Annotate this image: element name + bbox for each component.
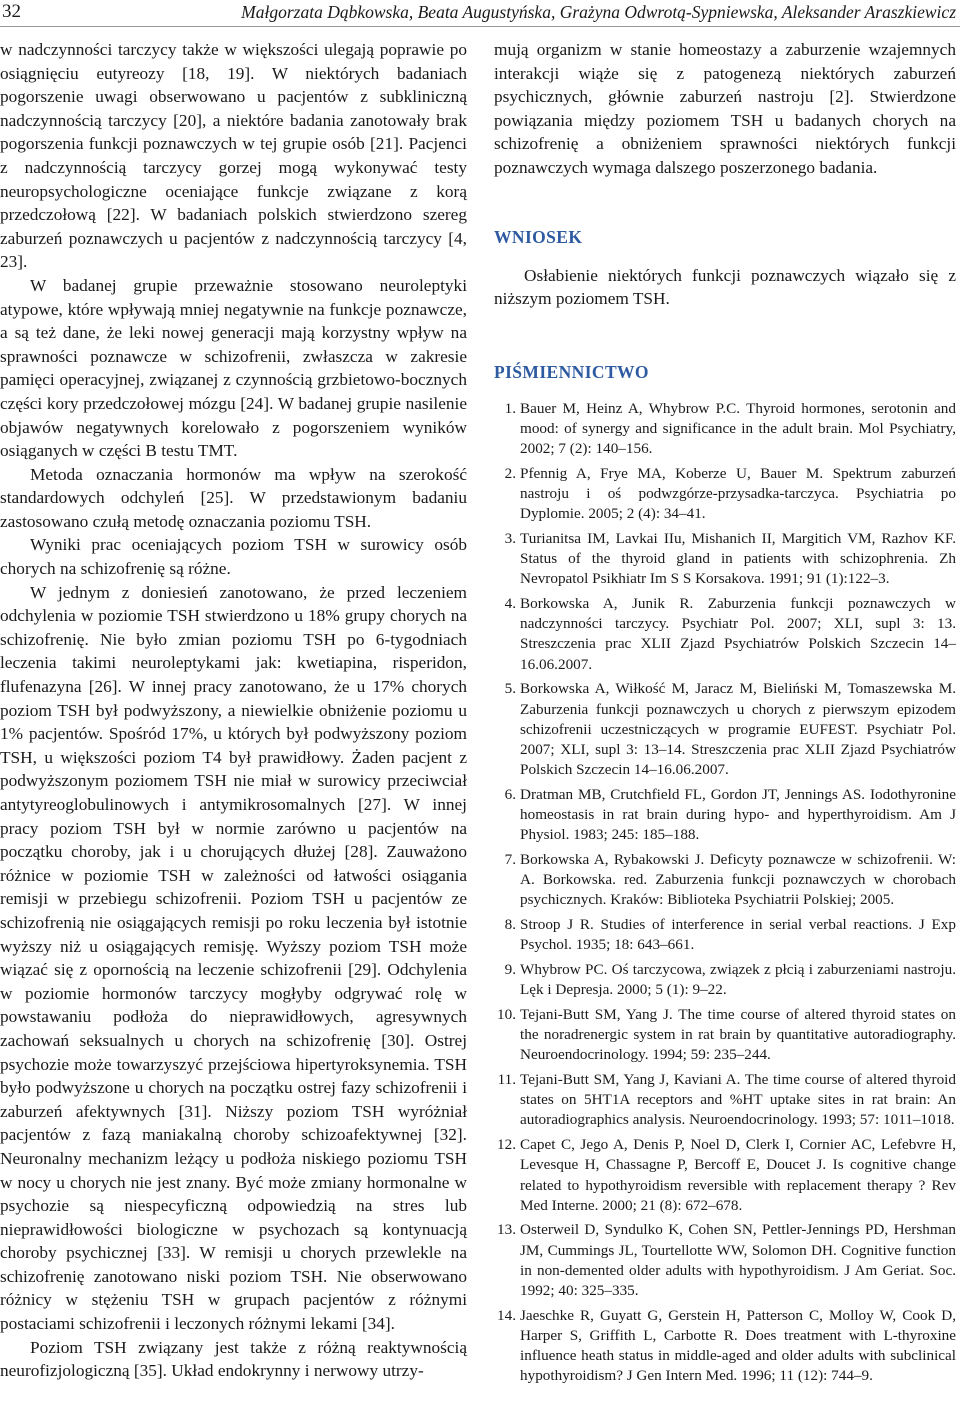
running-head-authors: Małgorzata Dąbkowska, Beata Augustyńska, Grażyna Odwrotą-Sypniewska, Aleksander Araszkiewicz (241, 2, 956, 22)
body-paragraph: Wyniki prac oceniających poziom TSH w surowicy osób chorych na schizofrenię są różne. (0, 535, 467, 579)
reference-item: 13. Osterweil D, Syndulko K, Cohen SN, Pettler-Jennings PD, Hershman JM, Cummings JL, Tourtellotte WW, Solomon DH. Cognitive function in non-demented older adults with hypothyroidism. J Am Geriat. Soc. 1992; 40: 325–335. (497, 1221, 956, 1300)
reference-item: 8. Stroop J R. Studies of interference in serial verbal reactions. J Exp Psychol. 1935; 18: 643–661. (504, 916, 956, 954)
reference-item: 11. Tejani-Butt SM, Yang J, Kaviani A. The time course of altered thyroid states on 5HT1A receptors and %HT uptake sites in rat brain: An autoradiographics analysis. Neuroendocrinology. 1993; 57: 1011–1018. (497, 1071, 956, 1129)
body-paragraph: Poziom TSH związany jest także z różną reaktywnością neurofizjologiczną [35]. Układ endokrynny i nerwowy utrzy- (0, 1337, 467, 1381)
conclusion-heading: WNIOSEK (494, 226, 583, 247)
conclusion-text: Osłabienie niektórych funkcji poznawczych wiązało się z niższym poziomem TSH. (494, 265, 956, 309)
page-number: 32 (2, 1, 21, 22)
body-paragraph: W jednym z doniesień zanotowano, że przed leczeniem odchylenia w poziomie TSH stwierdzono u 18% grupy chorych na schizofrenię. Nie było zmian poziomu TSH po 6-tygodniach leczenia takimi neuroleptykami jak: kwetiapina, risperidon, flufenazyna [26]. W innej pracy zanotowano, że u 17% chorych poziom TSH był podwyższony, a niewielkie obniżenie poziomu u 1% pacjentów. Spośród 17%, u których był podwyższony poziom TSH, u większości poziom T4 był prawidłowy. Żaden pacjent z podwyższonym poziomem TSH nie miał w surowicy przeciwciał antytyreoglobulinowych i antymikrosomalnych [27]. W innej pracy poziom TSH był w normie zarówno u pacjentów na początku choroby, jak i u chorujących dłużej [28]. Zauważono różnice w poziomie TSH w zależności od łatwości osiągania remisji w przebiegu schizofrenii. Poziom TSH u pacjentów ze schizofrenią nie osiągających remisji po roku leczenia był istotnie wyższy niż u osiągających remisję. Wyższy poziom TSH może wiązać się z opornością na leczenie schizofrenii [29]. Odchylenia w poziomie hormonów tarczycy mogłyby odgrywać rolę w powstawaniu podłoża do nieprawidłowych, agresywnych zachowań seksualnych u chorych na schizofrenię [30]. Ostrej psychozie może towarzyszyć przejściowa hipertyroksynemia. TSH było podwyższone u chorych na początku ostrej fazy schizofrenii i zaburzeń afektywnych [31]. Niższy poziom TSH wyróżniał pacjentów z fazą maniakalną choroby schizoafektywnej [32]. Neuronalny mechanizm leżący u podłoża niskiego poziomu TSH w nocy u chorych nie jest znany. Być może zmiany hormonalne w psychozie są niespecyficzną odpowiedzią na stres lub nieprawidłowości biologiczne w psychozach są kontynuacją choroby psychicznej [33]. W remisji u chorych przewlekle na schizofrenię zanotowano niski poziom TSH. Nie obserwowano różnicy w stężeniu TSH w grupach pacjentów z różnymi postaciami schizofrenii i leczonych różnymi lekami [34]. (0, 582, 467, 1334)
reference-item: 6. Dratman MB, Crutchfield FL, Gordon JT, Jennings AS. Iodothyronine homeostasis in rat brain during hypo- and hyperthyroidism. Am J Physiol. 1983; 245: 185–188. (504, 785, 956, 844)
continued-paragraph: mują organizm w stanie homeostazy a zaburzenie wzajemnych interakcji wiąże się z patogenezą niektórych zaburzeń psychicznych, głównie zaburzeń nastroju [2]. Stwierdzone powiązania między poziomem TSH u badanych chorych na schizofrenię a obniżeniem sprawności niektórych funkcji poznawczych wymaga dalszego poszerzonego badania. (494, 40, 956, 177)
reference-item: 2. Pfennig A, Frye MA, Koberze U, Bauer M. Spektrum zaburzeń nastroju i oś podwzgórze-przysadka-tarczyca. Psychiatria po Dyplomie. 2005; 2 (4): 34–41. (504, 464, 956, 523)
reference-item: 9. Whybrow PC. Oś tarczycowa, związek z płcią i zaburzeniami nastroju. Lęk i Depresja. 2000; 5 (1): 9–22. (504, 961, 956, 999)
reference-item: 10. Tejani-Butt SM, Yang J. The time course of altered thyroid states on the noradrenergic system in rat brain by quantitative autoradiography. Neuroendocrinology. 1994; 59: 235–244. (497, 1005, 956, 1064)
reference-item: 14. Jaeschke R, Guyatt G, Gerstein H, Patterson C, Molloy W, Cook D, Harper S, Griffith L, Carbotte R. Does treatment with L-thyroxine influence heath status in middle-aged and older adults with subclinical hypothyroidism? J Gen Intern Med. 1996; 11 (12): 744–9. (497, 1306, 956, 1385)
reference-item: 1. Bauer M, Heinz A, Whybrow P.C. Thyroid hormones, serotonin and mood: of synergy and significance in the adult brain. Mol Psychiatry, 2002; 7 (2): 140–156. (504, 399, 956, 458)
reference-item: 3. Turianitsa IM, Lavkai IIu, Mishanich II, Margitich VM, Razhov KF. Status of the thyroid gland in patients with schizophrenia. Zh Nevropatol Psikhiatr Im S S Korsakova. 1991; 91 (1):122–3. (504, 529, 956, 588)
right-column (494, 38, 956, 1391)
references-heading: PIŚMIENNICTWO (494, 361, 649, 382)
left-column (0, 38, 467, 1383)
body-paragraph: w nadczynności tarczycy także w większości ulegają poprawie po osiągnięciu eutyreozy [18, 19]. W niektórych badaniach pogorszenie uwagi obserwowano u pacjentów z subkliniczną nadczynnością tarczycy [20], a niektóre badania zanotowały brak pogorszenia funkcji poznawczych w tej grupie osób [21]. Pacjenci z nadczynnością tarczycy gorzej mogą wykonywać testy neuropsychologiczne oceniające funkcje związane z korą przedczołową [22]. W badaniach polskich stwierdzono szereg zaburzeń poznawczych u pacjentów z nadczynnością tarczycy [4, 23]. (0, 40, 467, 272)
page-header (0, 0, 960, 27)
reference-list (494, 399, 956, 1387)
reference-item: 5. Borkowska A, Wiłkość M, Jaracz M, Bieliński M, Tomaszewska M. Zaburzenia funkcji poznawczych u chorych z pierwszym epizodem schizofrenii uczestniczących w programie EUFEST. Psychiatr Pol. 2007; XLI, supl 3: 13–14. Streszczenia prac XLII Zjazd Psychiatrów Polskich Szczecin 14–16.06.2007. (504, 680, 956, 779)
body-paragraph: W badanej grupie przeważnie stosowano neuroleptyki atypowe, które wpływają mniej negatywnie na funkcje poznawcze, a są też dane, że leki nowej generacji mają korzystny wpływ na sprawności poznawcze w schizofrenii, zwłaszcza w zakresie pamięci operacyjnej, związanej z czynnością grzbietowo-bocznych części kory przedczołowej mózgu [24]. W badanej grupie nasilenie objawów negatywnych korelowało z pogorszeniem wyników osiąganych w części B testu TMT. (0, 275, 467, 461)
reference-item: 7. Borkowska A, Rybakowski J. Deficyty poznawcze w schizofrenii. W: A. Borkowska. red. Zaburzenia funkcji poznawczych w chorobach psychicznych. Kraków: Biblioteka Psychiatrii Polskiej; 2005. (504, 851, 956, 909)
reference-item: 12. Capet C, Jego A, Denis P, Noel D, Clerk I, Cornier AC, Lefebvre H, Levesque H, Chassagne P, Bercoff E, Doucet J. Is cognitive change related to hypothyroidism reversible with replacement therapy ? Rev Med Interne. 2000; 21 (8): 672–678. (497, 1136, 956, 1214)
reference-item: 4. Borkowska A, Junik R. Zaburzenia funkcji poznawczych w nadczynności tarczycy. Psychiatr Pol. 2007; XLI, supl 3: 13. Streszczenia prac XLII Zjazd Psychiatrów Polskich Szczecin 14–16.06.2007. (504, 595, 956, 673)
body-paragraph: Metoda oznaczania hormonów ma wpływ na szerokość standardowych odchyleń [25]. W przedstawionym badaniu zastosowano czułą metodę oznaczania poziomu TSH. (0, 464, 467, 531)
